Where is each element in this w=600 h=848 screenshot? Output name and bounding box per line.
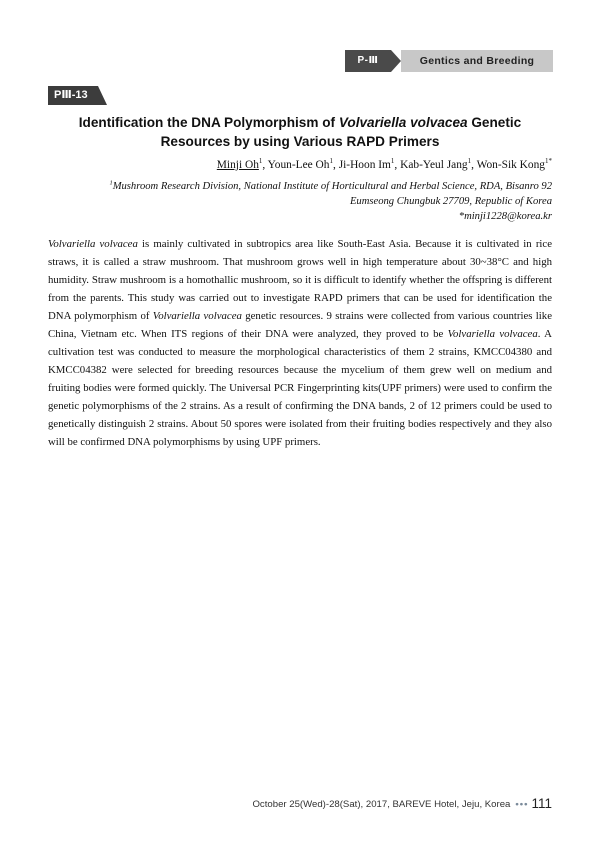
title-part-1: Identification the DNA Polymorphism of	[78, 115, 339, 130]
species-name: Volvariella volvacea	[48, 238, 138, 250]
author-list: Minji Oh$^1$, Youn-Lee Oh$^1$, Ji-Hoon Im$^1$, Kab-Yeul Jang$^1$, Won-Sik Kong$^{1*}$	[216, 157, 552, 171]
abstract-text: genetic resources. 9 strains were collected from various countries like China, Vietnam etc. When ITS regions of their DNA were analyzed, they proved to be	[48, 310, 552, 340]
section-title: Gentics and Breeding	[401, 50, 553, 72]
species-name: Volvariella volvacea	[152, 310, 242, 322]
section-arrow-shape	[391, 50, 401, 72]
author-affiliation-mark: 1*	[545, 157, 552, 166]
species-name: Volvariella volvacea	[447, 328, 538, 340]
paper-code-badge-tail	[98, 86, 107, 105]
title-part-2: Genetic Resources by using Various RAPD Primers	[160, 115, 522, 149]
footer-dots: •••	[515, 799, 529, 810]
author-name: Ji-Hoon Im	[338, 159, 391, 171]
author-name: Kab-Yeul Jang	[400, 159, 468, 171]
page-footer	[252, 796, 552, 813]
author-affiliation-mark: 1	[258, 157, 263, 166]
author-name: Youn-Lee Oh	[267, 159, 330, 171]
abstract-text: . A cultivation test was conducted to measure the morphological characteristics of them 2 strains, KMCC04380 and KMCC04382 were selected for breeding resources because the mycelium of them grew well on medium and fruiting bodies were formed quickly. The Universal PCR Fingerprinting kits(UPF primers) were used to confirm the genetic polymorphisms of the 2 strains. As a result of confirming the DNA bands, 2 of 12 primers could be used to genetically distinguish 2 strains. About 50 spores were isolated from their fruiting bodies respectively and they also will be confirmed DNA polymorphisms by using UPF primers.	[48, 328, 552, 448]
affiliation-line-2: Eumseong Chungbuk 27709, Republic of Korea	[349, 196, 552, 207]
paper-title	[48, 113, 552, 151]
paper-code-badge: PⅢ-13	[48, 86, 98, 105]
author-affiliation-mark: 1	[467, 157, 472, 166]
title-species: Volvariella volvacea	[338, 115, 468, 130]
affiliation-line-1: $^1$Mushroom Research Division, National Institute of Horticultural and Herbal Science, RDA, Bisanro 92	[109, 179, 552, 192]
footer-conference-info: October 25(Wed)-28(Sat), 2017, BAREVE Hotel, Jeju, Korea	[252, 799, 511, 810]
abstract-body	[48, 235, 552, 451]
page-number: 111	[531, 796, 552, 811]
author-name: Won-Sik Kong	[476, 159, 545, 171]
corresponding-email: *minji1228@korea.kr	[458, 211, 552, 222]
affiliation-block	[109, 179, 552, 224]
section-code: P-Ⅲ	[345, 50, 391, 72]
section-header	[345, 50, 553, 72]
abstract-text: is mainly cultivated in subtropics area like South-East Asia. Because it is cultivated in rice straws, it is called a straw mushroom. That mushroom grows well in high temperature about 30~38°C and high humidity. Straw mushroom is a homothallic mushroom, so it is difficult to identify whether the offspring is different from the parents. This study was carried out to investigate RAPD primers that can be used for identification the DNA polymorphism of	[48, 238, 552, 322]
author-affiliation-mark: 1	[329, 157, 333, 166]
author-name: Minji Oh	[216, 159, 259, 171]
author-affiliation-mark: 1	[390, 157, 395, 166]
affiliation-mark: 1	[109, 179, 113, 187]
